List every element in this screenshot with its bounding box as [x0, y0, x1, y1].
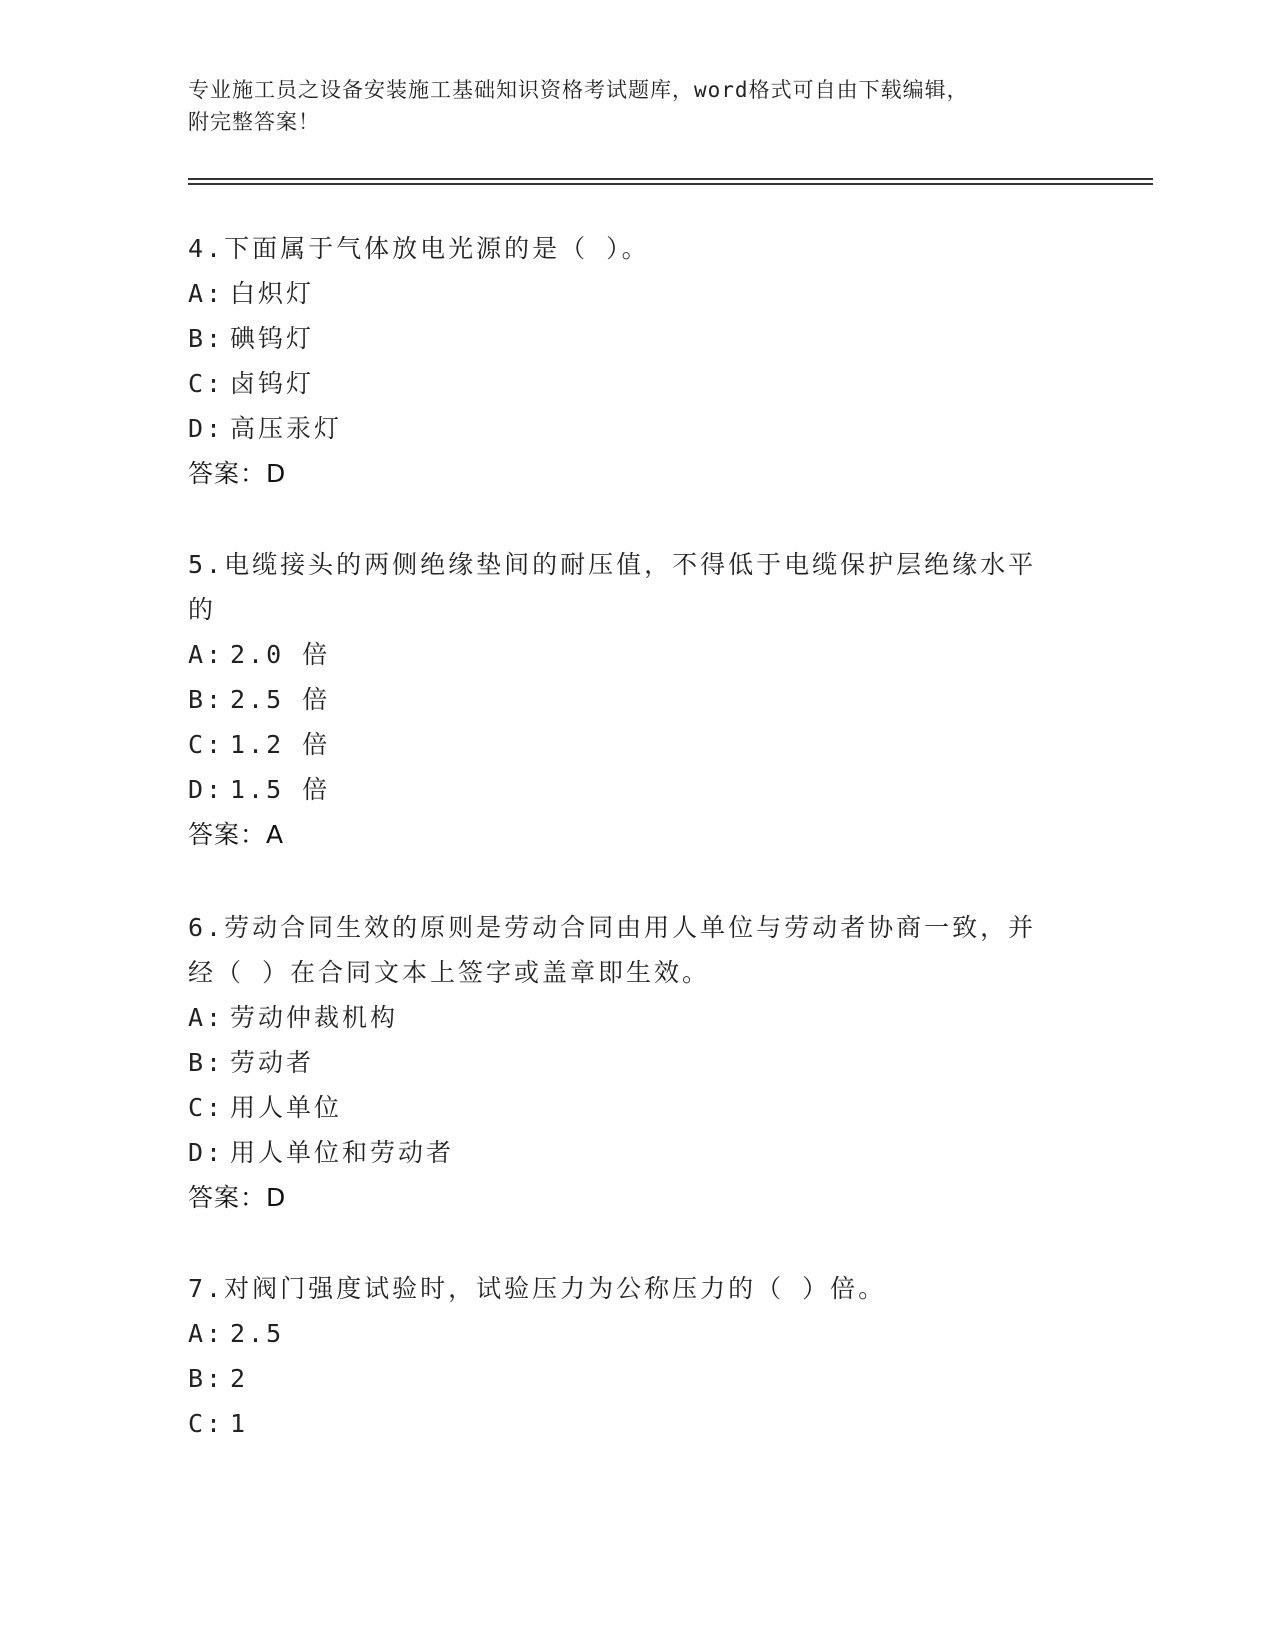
option-a: A: 2.5 — [188, 1319, 285, 1348]
question-6 — [188, 905, 1088, 1220]
header-divider-bottom — [188, 183, 1153, 185]
option-d: D: 高压汞灯 — [188, 414, 343, 443]
option-b: B: 劳动者 — [188, 1048, 315, 1077]
option-c: C: 1.2 倍 — [188, 730, 331, 759]
question-stem-line-2: 的 — [188, 595, 217, 624]
header-line-1: 专业施工员之设备安装施工基础知识资格考试题库，word格式可自由下载编辑， — [188, 78, 969, 102]
answer: 答案：A — [188, 820, 285, 849]
option-b: B: 2 — [188, 1364, 249, 1393]
option-d: D: 用人单位和劳动者 — [188, 1138, 455, 1167]
question-stem-line-1: 5.电缆接头的两侧绝缘垫间的耐压值，不得低于电缆保护层绝缘水平 — [188, 550, 1037, 579]
question-stem-line-2: 经（ ）在合同文本上签字或盖章即生效。 — [188, 958, 711, 987]
document-header — [188, 74, 1088, 138]
header-line-2: 附完整答案！ — [188, 110, 320, 134]
option-c: C: 1 — [188, 1409, 249, 1438]
option-a: A: 2.0 倍 — [188, 640, 331, 669]
option-a: A: 劳动仲裁机构 — [188, 1003, 399, 1032]
option-c: C: 用人单位 — [188, 1093, 343, 1122]
option-d: D: 1.5 倍 — [188, 775, 331, 804]
option-c: C: 卤钨灯 — [188, 369, 315, 398]
answer: 答案：D — [188, 1183, 287, 1212]
question-stem: 4.下面属于气体放电光源的是（ ）。 — [188, 234, 650, 263]
option-b: B: 2.5 倍 — [188, 685, 331, 714]
question-4 — [188, 226, 1088, 496]
question-stem: 7.对阀门强度试验时，试验压力为公称压力的（ ）倍。 — [188, 1274, 887, 1303]
option-a: A: 白炽灯 — [188, 279, 315, 308]
option-b: B: 碘钨灯 — [188, 324, 315, 353]
answer: 答案：D — [188, 459, 287, 488]
header-divider-top — [188, 178, 1153, 180]
question-7 — [188, 1266, 1088, 1446]
question-5 — [188, 542, 1088, 857]
question-stem-line-1: 6.劳动合同生效的原则是劳动合同由用人单位与劳动者协商一致，并 — [188, 913, 1037, 942]
